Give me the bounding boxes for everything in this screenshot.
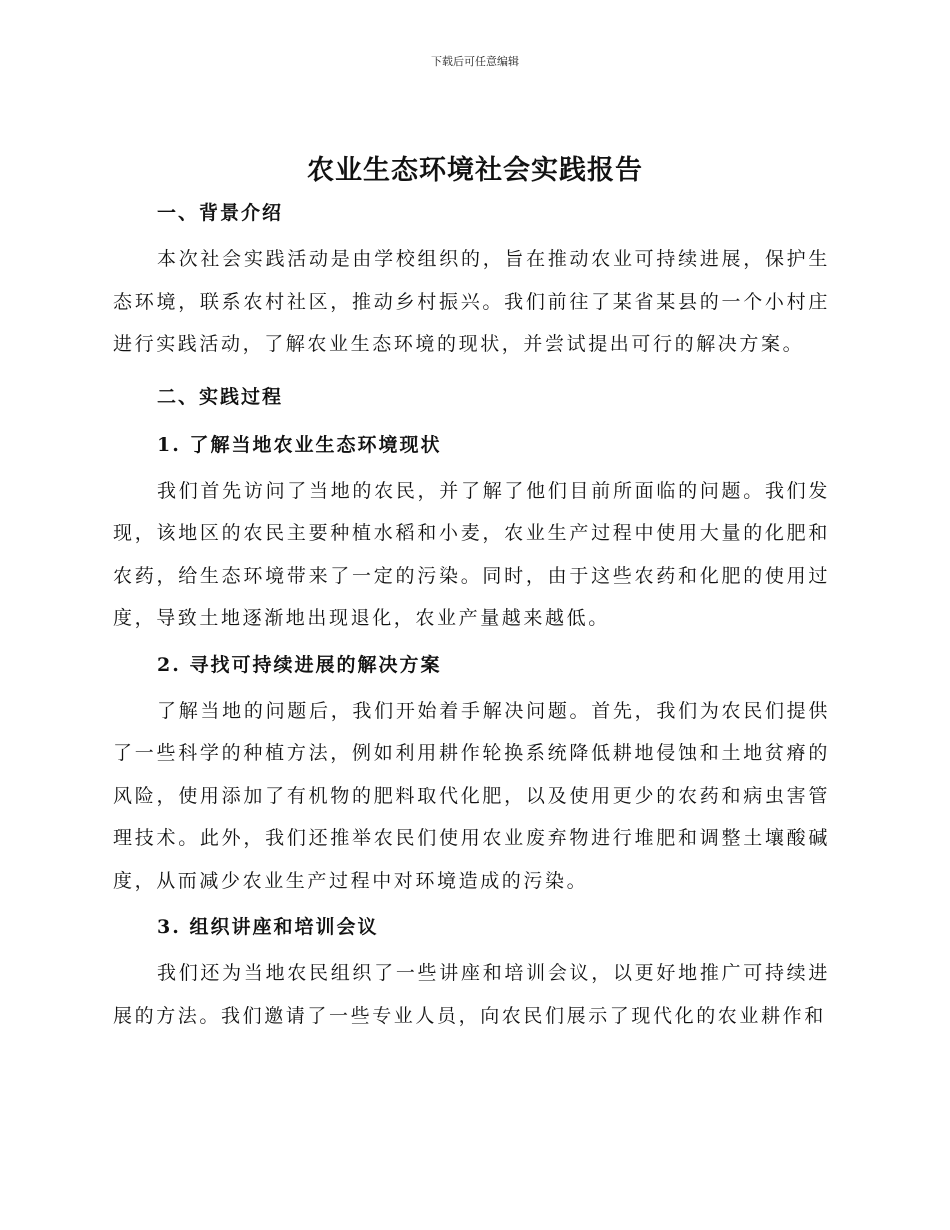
section-heading-process: 二、实践过程 [157, 385, 284, 408]
document-title: 农业生态环境社会实践报告 [307, 155, 643, 186]
page-header-note: 下载后可任意编辑 [431, 55, 519, 68]
paragraph-solutions: 了解当地的问题后，我们开始着手解决问题。首先，我们为农民们提供了一些科学的种植方法，例如利用耕作轮换系统降低耕地侵蚀和土地贫瘠的风险，使用添加了有机物的肥料取代化肥，以及使用更少的农药和病虫害管理技术。此外，我们还推举农民们使用农业废弃物进行堆肥和调整土壤酸碱度，从而减少农业生产过程中对环境造成的污染。 [113, 699, 830, 892]
paragraph-background: 本次社会实践活动是由学校组织的，旨在推动农业可持续进展，保护生态环境，联系农村社区，推动乡村振兴。我们前往了某省某县的一个小村庄进行实践活动，了解农业生态环境的现状，并尝试提出可行的解决方案。 [113, 248, 830, 355]
section-heading-background: 一、背景介绍 [157, 202, 284, 224]
document-body [113, 196, 830, 1037]
paragraph-current-status: 我们首先访问了当地的农民，并了解了他们目前所面临的问题。我们发现，该地区的农民主要种植水稻和小麦，农业生产过程中使用大量的化肥和农药，给生态环境带来了一定的污染。同时，由于这些农药和化肥的使用过度，导致土地逐渐地出现退化，农业产量越来越低。 [113, 479, 830, 629]
paragraph-lectures: 我们还为当地农民组织了一些讲座和培训会议，以更好地推广可持续进展的方法。我们邀请了一些专业人员，向农民们展示了现代化的农业耕作和 [113, 962, 830, 1027]
subsection-heading-current-status: 1. 了解当地农业生态环境现状 [157, 433, 442, 456]
subsection-heading-lectures: 3. 组织讲座和培训会议 [157, 916, 379, 938]
subsection-heading-solutions: 2. 寻找可持续进展的解决方案 [157, 653, 442, 676]
